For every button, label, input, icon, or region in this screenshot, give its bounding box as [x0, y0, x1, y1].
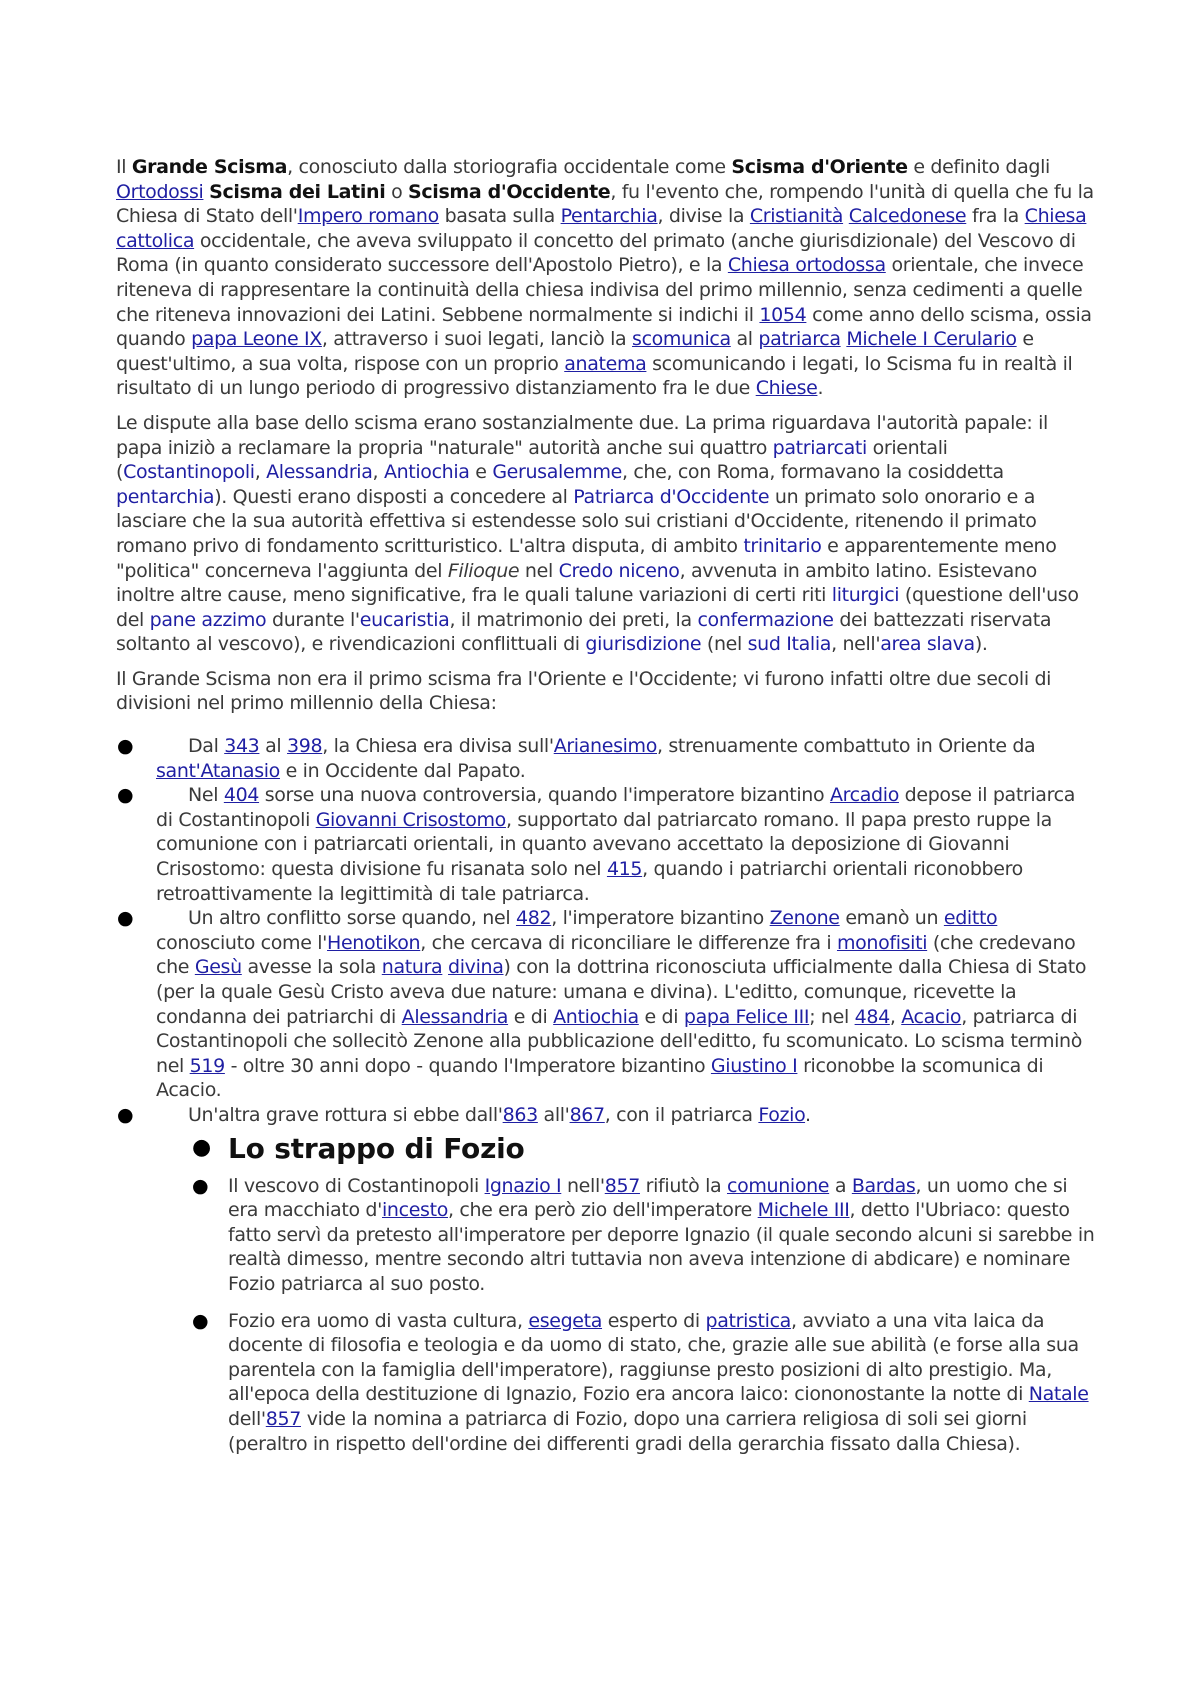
link-857[interactable]: 857 — [604, 1174, 640, 1197]
sub-list-item — [192, 1309, 1096, 1457]
bullet-icon: ● — [117, 784, 134, 807]
link-santatanasio[interactable]: sant'Atanasio — [156, 759, 280, 782]
link-natura[interactable]: natura — [381, 956, 443, 979]
link-liturgici[interactable]: liturgici — [831, 584, 900, 607]
link-eucaristia[interactable]: eucaristia — [359, 608, 450, 631]
text: durante l' — [266, 608, 360, 631]
text: avesse la sola — [241, 956, 382, 979]
text: dell' — [228, 1407, 266, 1430]
link-arcadio[interactable]: Arcadio — [829, 784, 899, 807]
link-alessandria[interactable]: Alessandria — [401, 1005, 509, 1028]
link-papa-felice-iii[interactable]: papa Felice III — [683, 1005, 810, 1028]
bold-term: Scisma d'Oriente — [731, 156, 908, 178]
text: , il matrimonio dei preti, la — [449, 608, 698, 631]
link-natale[interactable]: Natale — [1028, 1383, 1089, 1406]
list-item — [116, 734, 1096, 783]
link-patriarca-occidente[interactable]: Patriarca d'Occidente — [573, 485, 770, 508]
link-costantinopoli[interactable]: Costantinopoli — [123, 461, 255, 484]
link-giurisdizione[interactable]: giurisdizione — [585, 633, 702, 656]
fozio-section — [156, 1132, 1096, 1457]
bullet-icon: ● — [117, 735, 134, 758]
text: (questione dell'uso del — [116, 584, 1079, 631]
link-giustino-i[interactable]: Giustino I — [710, 1054, 798, 1077]
text: scomunicando i legati, lo Scisma fu in realtà il risultato di un lungo periodo di progressivo distanziamento fra le due — [116, 352, 1073, 400]
link-monofisiti[interactable]: monofisiti — [836, 931, 928, 954]
list-item — [116, 783, 1096, 906]
list-item — [116, 1103, 1096, 1456]
link-343[interactable]: 343 — [224, 735, 260, 758]
link-patriarca[interactable]: patriarca — [758, 328, 841, 351]
link-gesu[interactable]: Gesù — [194, 956, 242, 979]
text: Le dispute alla base dello scisma erano sostanzialmente due. La prima riguardava l'autorità papale: il papa iniziò a reclamare la propria "naturale" autorità anche sui quattro — [116, 411, 1048, 459]
link-zenone[interactable]: Zenone — [769, 907, 840, 930]
document-body — [116, 155, 1096, 1468]
text: a — [829, 1174, 852, 1197]
text: emanò un — [839, 907, 944, 930]
link-519[interactable]: 519 — [189, 1054, 225, 1077]
text: (nel — [701, 633, 748, 656]
link-papa-leone-ix[interactable]: papa Leone IX — [191, 328, 322, 351]
text: o — [385, 180, 409, 203]
text: Il — [116, 156, 132, 178]
link-863[interactable]: 863 — [502, 1103, 538, 1126]
text: e quest'ultimo, a sua volta, rispose con un proprio — [116, 328, 1034, 375]
text: sorse una nuova controversia, quando l'imperatore bizantino — [259, 784, 830, 807]
link-patristica[interactable]: patristica — [705, 1309, 791, 1332]
link-482[interactable]: 482 — [515, 907, 552, 930]
link-credo-niceno[interactable]: Credo niceno — [558, 559, 680, 582]
text: ). Questi erano disposti a concedere al — [214, 485, 574, 508]
text: come anno dello scisma, ossia quando — [116, 303, 1092, 351]
section-heading-item — [192, 1132, 1096, 1166]
text: ). — [974, 633, 988, 656]
text: orientali ( — [116, 436, 948, 484]
text: Fozio era uomo di vasta cultura, — [228, 1309, 529, 1332]
bold-term: Scisma d'Occidente — [408, 180, 611, 203]
bullet-icon: ● — [192, 1309, 209, 1332]
text: fra la — [966, 205, 1025, 228]
bullet-icon: ● — [192, 1174, 209, 1197]
link-henotikon[interactable]: Henotikon — [327, 931, 421, 954]
text: un primato solo onorario e a lasciare che la sua autorità effettiva si estendesse solo sui cristiani d'Occidente, ritenendo il primato romano privo di fondamento scritturistico. L'altra disputa, di ambito — [116, 485, 1037, 557]
link-editto[interactable]: editto — [943, 907, 998, 930]
text: e in Occidente dal Papato. — [279, 759, 526, 782]
link-anatema[interactable]: anatema — [564, 352, 647, 375]
text: e — [469, 461, 493, 484]
link-chiesa-cattolica[interactable]: Chiesa cattolica — [116, 205, 1087, 252]
link-antiochia[interactable]: Antiochia — [383, 461, 470, 484]
text: , che, con Roma, formavano la cosiddetta — [621, 461, 1004, 484]
link-divina[interactable]: divina — [448, 956, 504, 979]
link-michele-iii[interactable]: Michele III — [757, 1199, 850, 1222]
link-pentarchia[interactable]: pentarchia — [116, 485, 215, 508]
text: - oltre 30 anni dopo - quando l'Imperatore bizantino — [224, 1054, 711, 1077]
text: , la Chiesa era divisa sull' — [322, 735, 554, 758]
text: , conosciuto dalla storiografia occidentale come — [287, 156, 732, 178]
text: e apparentemente meno "politica" concerneva l'aggiunta del — [116, 534, 1057, 582]
link-ortodossi[interactable]: Ortodossi — [116, 180, 204, 203]
link-484[interactable]: 484 — [854, 1005, 890, 1028]
text: nell' — [561, 1174, 605, 1197]
link-chiesa-ortodossa[interactable]: Chiesa ortodossa — [727, 254, 886, 277]
text: , patriarca di Costantinopoli che sollecitò Zenone alla pubblicazione dell'editto, fu scomunicato. Lo scisma terminò nel — [156, 1005, 1083, 1077]
link-404[interactable]: 404 — [223, 784, 260, 807]
text: , supportato dal patriarcato romano. Il papa presto ruppe la comunione con i patriarcati orientali, in quanto avevano accettato la deposizione di Giovanni Crisostomo: questa divisione fu risanata solo nel — [156, 808, 1052, 881]
link-sud-italia[interactable]: sud Italia — [747, 633, 832, 656]
text: dei battezzati riservata soltanto al vescovo), e rivendicazioni conflittuali di — [116, 608, 1052, 656]
text: riconobbe la scomunica di Acacio. — [156, 1054, 1044, 1102]
schism-list — [116, 734, 1096, 1456]
text: Il vescovo di Costantinopoli — [228, 1174, 485, 1197]
text: , con il patriarca — [604, 1103, 759, 1126]
text: al — [730, 328, 759, 351]
text: Nel — [188, 784, 224, 807]
link-bardas[interactable]: Bardas — [851, 1174, 916, 1197]
link-398[interactable]: 398 — [287, 735, 323, 758]
text: , avviato a una vita laica da docente di filosofia e teologia e da uomo di stato, che, grazie alle sue abilità (e forse alla sua parentela con la famiglia dell'imperatore), raggiunse presto posizioni di alto prestigio. Ma, all'epoca della destituzione di Ignazio, Fozio era ancora laico: ciononostante la notte di — [228, 1309, 1079, 1406]
link-pentarchia[interactable]: Pentarchia — [560, 205, 658, 228]
text: e di — [638, 1005, 684, 1028]
text: , fu l'evento che, rompendo l'unità di quella che fu la Chiesa di Stato dell' — [116, 180, 1094, 228]
text: (che credevano che — [156, 931, 1076, 979]
text: esperto di — [602, 1309, 706, 1332]
text: basata sulla — [438, 205, 561, 228]
text: , che era però zio dell'imperatore — [447, 1199, 758, 1222]
text: ; nel — [809, 1005, 855, 1028]
text: , un uomo che si era macchiato d' — [228, 1174, 1068, 1222]
text: nel — [519, 559, 559, 582]
text: . — [817, 377, 824, 400]
text: Un altro conflitto sorse quando, nel — [188, 907, 516, 930]
link-ignazio-i[interactable]: Ignazio I — [484, 1174, 562, 1197]
text: ) con la dottrina riconosciuta ufficialmente dalla Chiesa di Stato (per la quale Gesù Cristo aveva due nature: umana e divina). L'editto, comunque, ricevette la condanna dei patriarchi di — [156, 956, 1087, 1028]
link-incesto[interactable]: incesto — [382, 1199, 448, 1222]
link-comunione[interactable]: comunione — [726, 1174, 830, 1197]
link-esegeta[interactable]: esegeta — [528, 1309, 603, 1332]
text: orientale, che invece riteneva di rappresentare la continuità della chiesa indivisa del primo millennio, senza cedimenti a quelle che riteneva innovazioni dei Latini. Sebbene normalmente si indichi il — [116, 254, 1084, 326]
bullet-icon: ● — [117, 1103, 134, 1126]
link-gerusalemme[interactable]: Gerusalemme — [492, 461, 622, 484]
text: Dal — [188, 735, 225, 758]
paragraph-intro — [116, 155, 1096, 401]
text: , — [372, 461, 384, 484]
text: , strenuamente combattuto in Oriente da — [656, 735, 1036, 758]
link-arianesimo[interactable]: Arianesimo — [553, 735, 657, 758]
text: occidentale, che aveva sviluppato il concetto del primato (anche giurisdizionale) del Vescovo di Roma (in quanto considerato successore dell'Apostolo Pietro), e la — [116, 229, 1076, 277]
text: , attraverso i suoi legati, lanciò la — [321, 328, 633, 351]
link-antiochia[interactable]: Antiochia — [553, 1005, 639, 1028]
text: , divise la — [657, 205, 750, 228]
link-867[interactable]: 867 — [569, 1103, 605, 1126]
text: all' — [537, 1103, 570, 1126]
link-calcedonese[interactable]: Calcedonese — [848, 205, 967, 228]
text: , avvenuta in ambito latino. Esistevano inoltre altre cause, meno significative, fra le quali talune variazioni di certi riti — [116, 559, 1037, 607]
bullet-icon: ● — [117, 907, 134, 930]
text: e definito dagli — [907, 156, 1050, 178]
text: vide la nomina a patriarca di Fozio, dopo una carriera religiosa di soli sei giorni (peraltro in rispetto dell'ordine dei differenti gradi della gerarchia fissato dalla Chiesa). — [228, 1407, 1027, 1455]
link-857[interactable]: 857 — [265, 1407, 301, 1430]
link-confermazione[interactable]: confermazione — [697, 608, 834, 631]
link-chiese[interactable]: Chiese — [755, 377, 818, 400]
text: conosciuto come l' — [156, 931, 328, 954]
link-impero-romano[interactable]: Impero romano — [297, 205, 439, 228]
text: rifiutò la — [639, 1174, 727, 1197]
link-patriarcati[interactable]: patriarcati — [772, 436, 867, 459]
text: , — [254, 461, 267, 484]
link-scomunica[interactable]: scomunica — [632, 328, 731, 351]
section-heading: Lo strappo di Fozio — [228, 1131, 525, 1165]
link-michele-cerulario[interactable]: Michele I Cerulario — [846, 328, 1017, 351]
text: . — [805, 1103, 811, 1126]
link-415[interactable]: 415 — [606, 858, 643, 881]
link-giovanni-crisostomo[interactable]: Giovanni Crisostomo — [315, 808, 506, 831]
text: e di — [508, 1005, 554, 1028]
bold-term: Scisma dei Latini — [209, 180, 386, 203]
paragraph-dispute — [116, 411, 1096, 657]
text: , detto l'Ubriaco: questo fatto servì da pretesto all'imperatore per deporre Ignazio (il quale secondo alcuni si sarebbe in realtà dimesso, mentre secondo altri tuttavia non aveva intenzione di abdicare) e nominare Fozio patriarca al suo posto. — [228, 1199, 1095, 1295]
text: , l'imperatore bizantino — [551, 907, 770, 930]
text: depose il patriarca di Costantinopoli — [156, 784, 1076, 831]
text: , — [889, 1005, 902, 1028]
link-area-slava[interactable]: area slava — [880, 633, 975, 656]
link-alessandria[interactable]: Alessandria — [266, 461, 373, 484]
text: , che cercava di riconciliare le differenze fra i — [420, 931, 837, 954]
link-pane-azzimo[interactable]: pane azzimo — [149, 608, 267, 631]
link-1054[interactable]: 1054 — [759, 303, 807, 326]
bold-term: Grande Scisma — [131, 156, 288, 178]
text: Un'altra grave rottura si ebbe dall' — [188, 1103, 503, 1126]
link-fozio[interactable]: Fozio — [758, 1103, 806, 1126]
paragraph-precedenti: Il Grande Scisma non era il primo scisma fra l'Oriente e l'Occidente; vi furono infatti oltre due secoli di divisioni nel primo millennio della Chiesa: — [116, 667, 1052, 715]
bullet-icon: ● — [192, 1134, 211, 1160]
link-acacio[interactable]: Acacio — [901, 1005, 962, 1028]
sub-list-item — [192, 1174, 1096, 1297]
text: , nell' — [831, 633, 881, 656]
text: al — [259, 735, 288, 758]
link-trinitario[interactable]: trinitario — [743, 534, 822, 557]
italic-term: Filioque — [447, 559, 520, 582]
text: , quando i patriarchi orientali riconobbero retroattivamente la legittimità di tale patriarca. — [156, 858, 1023, 905]
list-item — [116, 906, 1096, 1103]
link-cristianita[interactable]: Cristianità — [749, 205, 844, 228]
